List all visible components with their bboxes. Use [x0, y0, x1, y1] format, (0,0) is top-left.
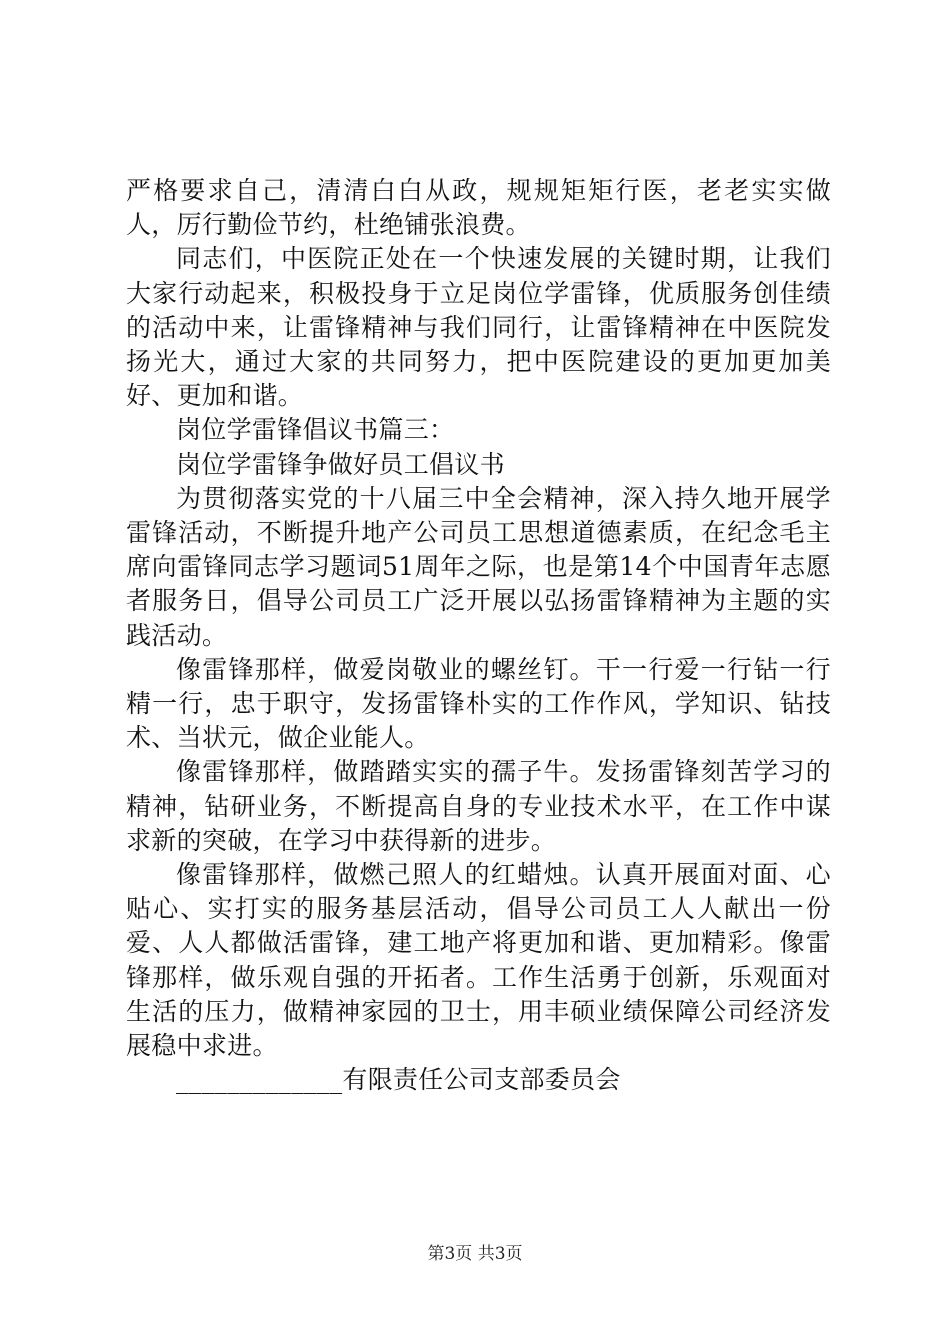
signature-line: _____________有限责任公司支部委员会	[176, 1065, 621, 1095]
paragraph-candle: 像雷锋那样，做燃己照人的红蜡烛。认真开展面对面、心贴心、实打实的服务基层活动，倡导公司员工人人献出一份爱、人人都做活雷锋，建工地产将更加和谐、更加精彩。像雷锋那样，做乐观自强的开拓者。工作生活勇于创新，乐观面对生活的压力，做精神家园的卫士，用丰硕业绩保障公司经济发展稳中求进。	[126, 860, 831, 1061]
paragraph-screw: 像雷锋那样，做爱岗敬业的螺丝钉。干一行爱一行钻一行精一行，忠于职守，发扬雷锋朴实的工作作风，学知识、钻技术、当状元，做企业能人。	[126, 654, 831, 753]
paragraph-continuation: 严格要求自己，清清白白从政，规规矩矩行医，老老实实做人，厉行勤俭节约，杜绝铺张浪费。	[126, 176, 831, 240]
paragraph-comrades: 同志们，中医院正处在一个快速发展的关键时期，让我们大家行动起来，积极投身于立足岗位学雷锋，优质服务创佳绩的活动中来，让雷锋精神与我们同行，让雷锋精神在中医院发扬光大，通过大家的共同努力，把中医院建设的更加更加美好、更加和谐。	[126, 244, 831, 411]
section-heading: 岗位学雷锋倡议书篇三：	[176, 415, 455, 445]
paragraph-ox: 像雷锋那样，做踏踏实实的孺子牛。发扬雷锋刻苦学习的精神，钻研业务，不断提高自身的专业技术水平，在工作中谋求新的突破，在学习中获得新的进步。	[126, 757, 831, 855]
document-subtitle: 岗位学雷锋争做好员工倡议书	[176, 449, 505, 479]
paragraph-intro: 为贯彻落实党的十八届三中全会精神，深入持久地开展学雷锋活动，不断提升地产公司员工思想道德素质，在纪念毛主席向雷锋同志学习题词51周年之际，也是第14个中国青年志愿者服务日，倡导公司员工广泛开展以弘扬雷锋精神为主题的实践活动。	[126, 483, 831, 650]
document-body	[126, 174, 831, 1097]
page-number-footer: 第3页 共3页	[427, 1244, 523, 1264]
